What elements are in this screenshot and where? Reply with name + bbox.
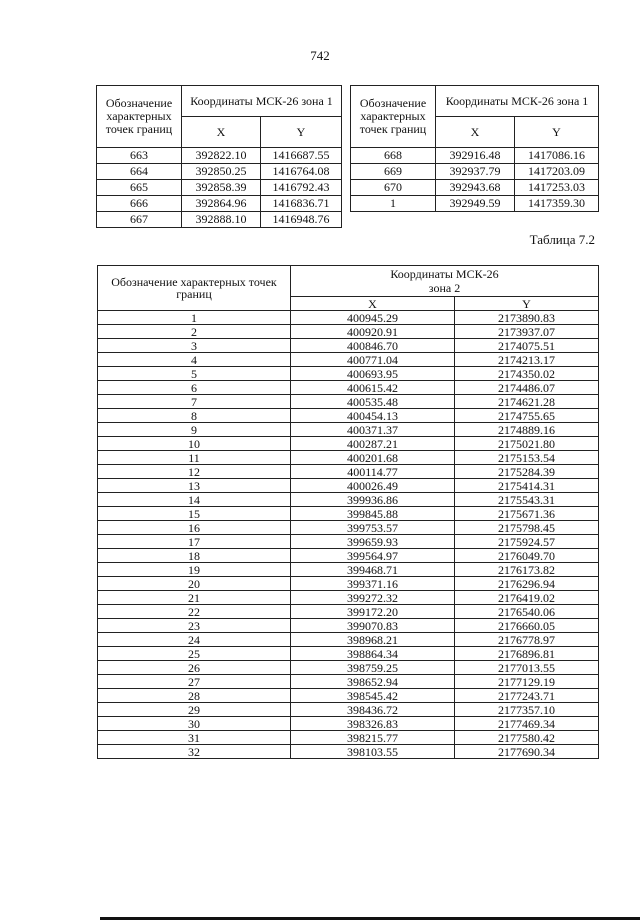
y-coordinate-cell: 2176296.94 [455, 577, 599, 591]
point-id-cell: 21 [98, 591, 291, 605]
point-id-cell: 667 [97, 212, 182, 228]
x-coordinate-cell: 400846.70 [291, 339, 455, 353]
x-coordinate-cell: 399659.93 [291, 535, 455, 549]
table-row [351, 148, 599, 164]
point-id-cell: 19 [98, 563, 291, 577]
y-coordinate-cell: 2174075.51 [455, 339, 599, 353]
x-coordinate-cell: 399564.97 [291, 549, 455, 563]
x-coordinate-cell: 400371.37 [291, 423, 455, 437]
col-y-header: Y [515, 117, 599, 148]
x-coordinate-cell: 392822.10 [182, 148, 261, 164]
table-row [98, 591, 599, 605]
y-coordinate-cell: 2175924.57 [455, 535, 599, 549]
x-coordinate-cell: 398759.25 [291, 661, 455, 675]
coordinates-table-zone2 [97, 265, 599, 759]
point-id-cell: 24 [98, 633, 291, 647]
table-row [98, 395, 599, 409]
table-row [97, 212, 342, 228]
table-row [98, 717, 599, 731]
point-id-cell: 665 [97, 180, 182, 196]
table-row [98, 647, 599, 661]
point-id-cell: 1 [98, 311, 291, 325]
point-id-cell: 666 [97, 196, 182, 212]
point-id-cell: 17 [98, 535, 291, 549]
point-id-cell: 32 [98, 745, 291, 759]
header-coords-line1: Координаты МСК-26 [390, 267, 499, 281]
y-coordinate-cell: 2174621.28 [455, 395, 599, 409]
x-coordinate-cell: 398103.55 [291, 745, 455, 759]
point-id-cell: 669 [351, 164, 436, 180]
point-id-cell: 29 [98, 703, 291, 717]
y-coordinate-cell: 1417086.16 [515, 148, 599, 164]
x-coordinate-cell: 392943.68 [436, 180, 515, 196]
table-row [351, 196, 599, 212]
x-coordinate-cell: 398652.94 [291, 675, 455, 689]
y-coordinate-cell: 2173937.07 [455, 325, 599, 339]
x-coordinate-cell: 399468.71 [291, 563, 455, 577]
y-coordinate-cell: 2173890.83 [455, 311, 599, 325]
table-row [98, 563, 599, 577]
y-coordinate-cell: 2176173.82 [455, 563, 599, 577]
point-id-cell: 10 [98, 437, 291, 451]
y-coordinate-cell: 1416687.55 [261, 148, 342, 164]
x-coordinate-cell: 399936.86 [291, 493, 455, 507]
point-id-cell: 3 [98, 339, 291, 353]
col-x-header: X [182, 117, 261, 148]
y-coordinate-cell: 2176896.81 [455, 647, 599, 661]
x-coordinate-cell: 400693.95 [291, 367, 455, 381]
col-x-header: X [436, 117, 515, 148]
table-row [98, 353, 599, 367]
table-row [98, 451, 599, 465]
x-coordinate-cell: 399070.83 [291, 619, 455, 633]
point-id-cell: 15 [98, 507, 291, 521]
point-id-cell: 4 [98, 353, 291, 367]
table-row [98, 731, 599, 745]
x-coordinate-cell: 398436.72 [291, 703, 455, 717]
y-coordinate-cell: 2176778.97 [455, 633, 599, 647]
col-y-header: Y [261, 117, 342, 148]
x-coordinate-cell: 392888.10 [182, 212, 261, 228]
table-row [98, 535, 599, 549]
x-coordinate-cell: 399172.20 [291, 605, 455, 619]
x-coordinate-cell: 400771.04 [291, 353, 455, 367]
header-point-label: Обозначение характерных точек границ [351, 86, 436, 148]
y-coordinate-cell: 2177129.19 [455, 675, 599, 689]
table-caption: Таблица 7.2 [529, 232, 595, 247]
y-coordinate-cell: 2175153.54 [455, 451, 599, 465]
x-coordinate-cell: 398545.42 [291, 689, 455, 703]
table-row [98, 521, 599, 535]
table-row [351, 164, 599, 180]
y-coordinate-cell: 2174755.65 [455, 409, 599, 423]
point-id-cell: 23 [98, 619, 291, 633]
table-row [98, 493, 599, 507]
x-coordinate-cell: 400026.49 [291, 479, 455, 493]
table-row [98, 479, 599, 493]
y-coordinate-cell: 2174350.02 [455, 367, 599, 381]
y-coordinate-cell: 2177013.55 [455, 661, 599, 675]
table-row [98, 633, 599, 647]
coordinates-table-zone1-part2 [350, 85, 599, 212]
table-row [97, 148, 342, 164]
y-coordinate-cell: 2176049.70 [455, 549, 599, 563]
point-id-cell: 6 [98, 381, 291, 395]
header-coords-line2: зона 2 [428, 281, 461, 295]
point-id-cell: 670 [351, 180, 436, 196]
table-row [98, 549, 599, 563]
x-coordinate-cell: 398968.21 [291, 633, 455, 647]
table-row [351, 180, 599, 196]
x-coordinate-cell: 399272.32 [291, 591, 455, 605]
x-coordinate-cell: 400454.13 [291, 409, 455, 423]
table-row [98, 689, 599, 703]
table-row [98, 381, 599, 395]
y-coordinate-cell: 2175414.31 [455, 479, 599, 493]
y-coordinate-cell: 2175284.39 [455, 465, 599, 479]
col-x-header: X [291, 297, 455, 311]
x-coordinate-cell: 392949.59 [436, 196, 515, 212]
table-row [98, 745, 599, 759]
y-coordinate-cell: 2175671.36 [455, 507, 599, 521]
point-id-cell: 14 [98, 493, 291, 507]
table-row [98, 703, 599, 717]
x-coordinate-cell: 400201.68 [291, 451, 455, 465]
point-id-cell: 25 [98, 647, 291, 661]
point-id-cell: 28 [98, 689, 291, 703]
table-row [98, 367, 599, 381]
y-coordinate-cell: 2175798.45 [455, 521, 599, 535]
point-id-cell: 664 [97, 164, 182, 180]
x-coordinate-cell: 399371.16 [291, 577, 455, 591]
point-id-cell: 12 [98, 465, 291, 479]
table-row [97, 164, 342, 180]
y-coordinate-cell: 2177357.10 [455, 703, 599, 717]
point-id-cell: 7 [98, 395, 291, 409]
y-coordinate-cell: 2176660.05 [455, 619, 599, 633]
coordinates-table-zone1-part1 [96, 85, 342, 228]
y-coordinate-cell: 1417203.09 [515, 164, 599, 180]
page-number: 742 [310, 48, 330, 63]
x-coordinate-cell: 400945.29 [291, 311, 455, 325]
point-id-cell: 9 [98, 423, 291, 437]
table-row [98, 675, 599, 689]
header-coords: Координаты МСК-26 зона 1 [182, 86, 342, 117]
x-coordinate-cell: 400615.42 [291, 381, 455, 395]
table-row [98, 605, 599, 619]
y-coordinate-cell: 2177690.34 [455, 745, 599, 759]
table-row [98, 311, 599, 325]
point-id-cell: 20 [98, 577, 291, 591]
point-id-cell: 5 [98, 367, 291, 381]
point-id-cell: 16 [98, 521, 291, 535]
y-coordinate-cell: 1416792.43 [261, 180, 342, 196]
x-coordinate-cell: 392850.25 [182, 164, 261, 180]
y-coordinate-cell: 1416948.76 [261, 212, 342, 228]
y-coordinate-cell: 2176540.06 [455, 605, 599, 619]
x-coordinate-cell: 400920.91 [291, 325, 455, 339]
y-coordinate-cell: 2175543.31 [455, 493, 599, 507]
x-coordinate-cell: 400535.48 [291, 395, 455, 409]
table-row [97, 196, 342, 212]
table-row [98, 619, 599, 633]
header-point-label: Обозначение характерных точек границ [98, 266, 291, 311]
point-id-cell: 11 [98, 451, 291, 465]
table-row [98, 325, 599, 339]
y-coordinate-cell: 2174889.16 [455, 423, 599, 437]
header-coords [291, 266, 599, 297]
point-id-cell: 18 [98, 549, 291, 563]
y-coordinate-cell: 1417253.03 [515, 180, 599, 196]
x-coordinate-cell: 399845.88 [291, 507, 455, 521]
header-coords: Координаты МСК-26 зона 1 [436, 86, 599, 117]
point-id-cell: 668 [351, 148, 436, 164]
table-row [97, 180, 342, 196]
point-id-cell: 8 [98, 409, 291, 423]
point-id-cell: 26 [98, 661, 291, 675]
x-coordinate-cell: 398864.34 [291, 647, 455, 661]
y-coordinate-cell: 2177580.42 [455, 731, 599, 745]
table-row [98, 465, 599, 479]
y-coordinate-cell: 1416836.71 [261, 196, 342, 212]
y-coordinate-cell: 1417359.30 [515, 196, 599, 212]
x-coordinate-cell: 392864.96 [182, 196, 261, 212]
x-coordinate-cell: 392858.39 [182, 180, 261, 196]
point-id-cell: 31 [98, 731, 291, 745]
point-id-cell: 2 [98, 325, 291, 339]
y-coordinate-cell: 2177469.34 [455, 717, 599, 731]
y-coordinate-cell: 1416764.08 [261, 164, 342, 180]
point-id-cell: 27 [98, 675, 291, 689]
x-coordinate-cell: 400114.77 [291, 465, 455, 479]
x-coordinate-cell: 392916.48 [436, 148, 515, 164]
table-row [98, 437, 599, 451]
y-coordinate-cell: 2176419.02 [455, 591, 599, 605]
y-coordinate-cell: 2175021.80 [455, 437, 599, 451]
col-y-header: Y [455, 297, 599, 311]
x-coordinate-cell: 392937.79 [436, 164, 515, 180]
table-row [98, 577, 599, 591]
y-coordinate-cell: 2177243.71 [455, 689, 599, 703]
point-id-cell: 1 [351, 196, 436, 212]
x-coordinate-cell: 398326.83 [291, 717, 455, 731]
table-row [98, 661, 599, 675]
header-point-label: Обозначение характерных точек границ [97, 86, 182, 148]
table-row [98, 423, 599, 437]
y-coordinate-cell: 2174486.07 [455, 381, 599, 395]
table-row [98, 507, 599, 521]
x-coordinate-cell: 399753.57 [291, 521, 455, 535]
point-id-cell: 22 [98, 605, 291, 619]
point-id-cell: 30 [98, 717, 291, 731]
table-row [98, 409, 599, 423]
x-coordinate-cell: 400287.21 [291, 437, 455, 451]
table-row [98, 339, 599, 353]
point-id-cell: 663 [97, 148, 182, 164]
x-coordinate-cell: 398215.77 [291, 731, 455, 745]
y-coordinate-cell: 2174213.17 [455, 353, 599, 367]
point-id-cell: 13 [98, 479, 291, 493]
